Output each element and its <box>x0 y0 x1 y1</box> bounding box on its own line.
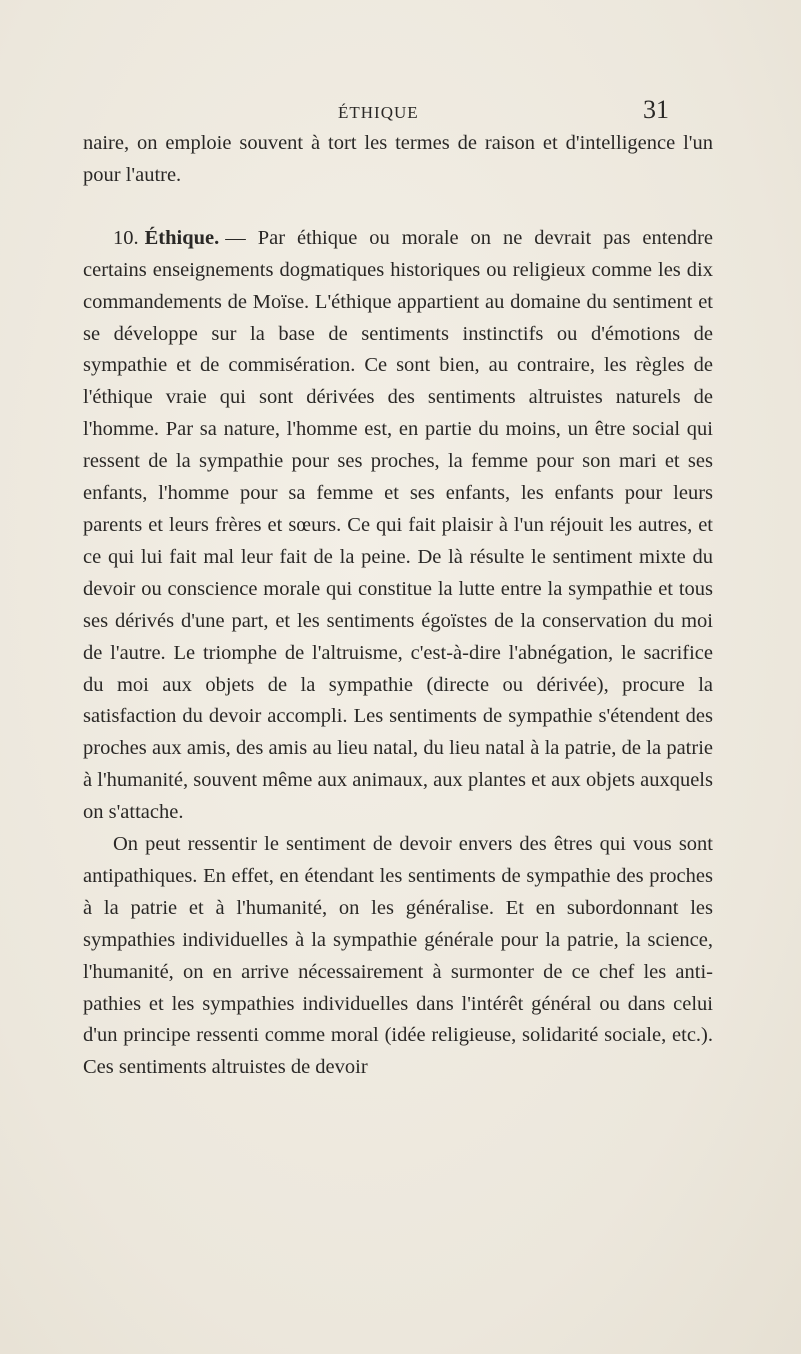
continuation-paragraph: naire, on emploie souvent à tort les termes de raison et d'intelligence l'un pour l'autre. <box>83 132 713 186</box>
section-number: 10. <box>113 226 139 249</box>
running-head: ÉTHIQUE <box>338 103 419 122</box>
section-title: Éthique. <box>144 226 220 249</box>
section-text: — Par éthique ou morale on ne devrait pas entendre certains enseignements dogmatiques historiques ou religieux comme les dix commandements de Moïse. L'éthique appartient au domaine du sentiment et se développe sur la base de sentiments instinctifs ou d'émotions de sympathie et de commisération. Ce sont bien, au contraire, les règles de l'éthique vraie qui sont dérivées des sentiments altruistes naturels de l'homme. Par sa nature, l'homme est, en partie du moins, un être social qui ressent de la sympathie pour ses proches, la femme pour son mari et ses enfants, l'homme pour sa femme et ses enfants, les enfants pour leurs parents et leurs frères et sœurs. Ce qui fait plaisir à l'un réjouit les autres, et ce qui lui fait mal leur fait de la peine. De là résulte le sentiment mixte du devoir ou conscience morale qui constitue la lutte entre la sympathie et tous ses dérivés d'une part, et les sentiments égoïstes de la conservation du moi de l'autre. Le triomphe de l'altruisme, c'est-à-dire l'abnégation, le sacrifice du moi aux objets de la sympathie (directe ou dérivée), procure la satisfaction du devoir accompli. Les sentiments de sympathie s'étendent des proches aux amis, des amis au lieu natal, du lieu natal à la patrie, de la patrie à l'humanité, souvent même aux animaux, aux plantes et aux objets auxquels on s'attache. <box>83 226 713 824</box>
body-text <box>83 128 713 1084</box>
section-paragraph <box>83 223 713 829</box>
second-paragraph: On peut ressentir le sentiment de devoir envers des êtres qui vous sont antipathiques. En effet, en étendant les sentiments de sympathie des proches à la patrie et à l'humanité, on les généralise. Et en subordonnant les sympathies individuelles à la sympathie générale pour la patrie, la science, l'humanité, on en arrive nécessairement à surmonter de ce chef les antipathies et les sympathies individuelles dans l'intérêt général ou dans celui d'un principe ressenti comme moral (idée religieuse, solidarité sociale, etc.). Ces sentiments altruistes de devoir <box>83 833 713 1079</box>
page-number: 31 <box>643 95 669 124</box>
